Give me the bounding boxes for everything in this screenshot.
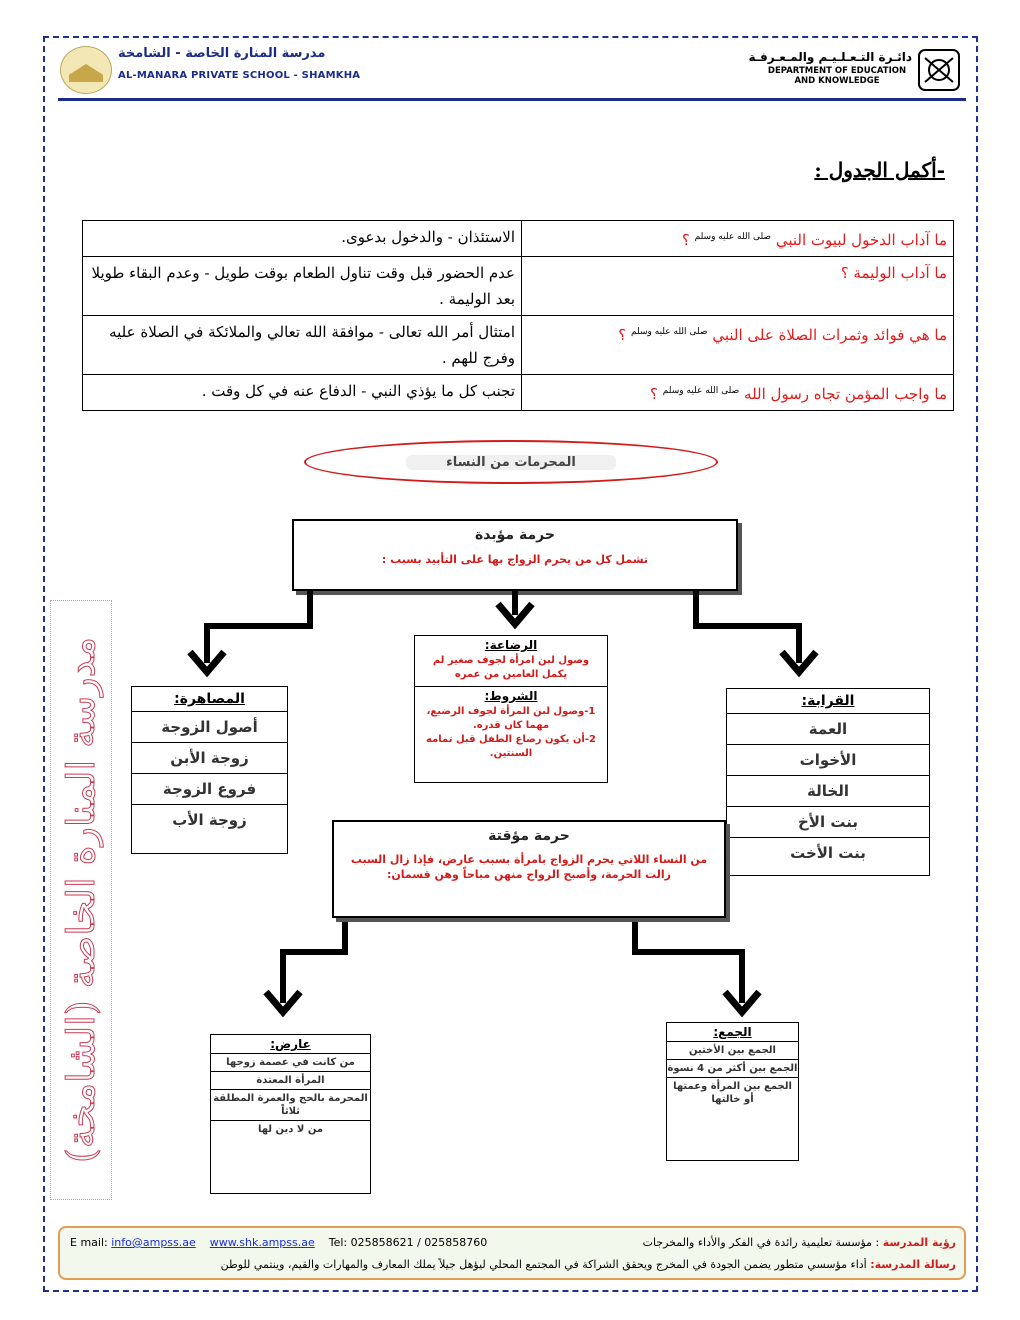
qa-row: [83, 257, 954, 316]
footer-line-2: [70, 1258, 956, 1271]
saw-symbol: صلى الله عليه وسلم: [631, 327, 708, 337]
arid-item: من لا دين لها: [257, 1124, 324, 1135]
temporary-title: حرمة مؤقتة: [488, 828, 570, 844]
jam-item: الجمع بين الأختين: [667, 1042, 798, 1060]
jam-box: [666, 1022, 799, 1161]
permanent-desc: تشمل كل من يحرم الزواج بها على التأبيد بسبب :: [381, 553, 649, 566]
nasab-head: القرابة:: [727, 689, 929, 714]
rada-cond-head: الشروط:: [484, 689, 538, 703]
footer: [58, 1226, 966, 1280]
header-rule: [58, 98, 966, 101]
arid-head: عارض:: [211, 1035, 370, 1054]
nasab-box: [726, 688, 930, 876]
qa-question: [522, 257, 954, 316]
mission-label: رسالة المدرسة:: [870, 1258, 956, 1271]
qa-question: ما هي فوائد وثمرات الصلاة على النبي $^{صلى الله عليه وسلم}$ ؟: [522, 316, 954, 375]
musahara-item: زوجة الأب: [172, 811, 247, 829]
watermark-text: مدرسة المنارة الخاصة (الشامخة): [59, 637, 104, 1163]
permanent-prohibition-box: [292, 519, 738, 591]
qa-answer: عدم الحضور قبل وقت تناول الطعام بوقت طويل - وعدم البقاء طويلا بعد الوليمة .: [83, 257, 522, 316]
saw-symbol: صلى الله عليه وسلم: [694, 232, 772, 242]
footer-line-1: [70, 1236, 956, 1249]
permanent-title: حرمة مؤبدة: [475, 527, 555, 543]
dept-name-ar: دائـرة التـعـلـيـم والمـعـرفـة: [748, 50, 912, 64]
school-name-en: AL-MANARA PRIVATE SCHOOL - SHAMKHA: [118, 70, 361, 81]
rada-head: الرضاعة:: [484, 638, 538, 652]
arid-item: المحرمة بالحج والعمرة المطلقة ثلاثاً: [211, 1090, 370, 1121]
jam-item: الجمع بين المرأة وعمتها أو خالتها: [673, 1081, 792, 1105]
jam-item: الجمع بين أكثر من 4 نسوة: [667, 1060, 798, 1078]
school-watermark: [50, 600, 112, 1200]
musahara-item: زوجة الأبن: [132, 743, 287, 774]
temporary-desc: من النساء اللاتي يحرم الزواج بامرأة بسبب عارض، فإذا زال السبب زالت الحرمة، وأصبح الزواج منهن مباحاً وهن قسمان:: [350, 853, 708, 881]
department-emblem-icon: [913, 46, 965, 94]
vision-label: رؤية المدرسة: [882, 1236, 956, 1249]
musahara-item: أصول الزوجة: [132, 712, 287, 743]
diagram-title: [304, 440, 718, 484]
school-name-ar: مدرسة المنارة الخاصة - الشامخة: [118, 46, 326, 61]
qa-answer: تجنب كل ما يؤذي النبي - الدفاع عنه في كل وقت .: [83, 375, 522, 411]
rada-cond-1: 1-وصول لبن المرأة لجوف الرضيع، مهما كان قدره.: [426, 706, 596, 731]
saw-symbol: صلى الله عليه وسلم: [662, 386, 740, 396]
musahara-head: المصاهرة:: [132, 687, 287, 712]
instruction-heading: -أكمل الجدول :: [814, 158, 945, 182]
phone-numbers: Tel: 025858621 / 025858760: [328, 1236, 488, 1249]
qa-row: [83, 316, 954, 375]
jam-head: الجمع:: [667, 1023, 798, 1042]
qa-question-text: ما واجب المؤمن تجاه رسول الله: [744, 385, 947, 403]
dept-name-en: DEPARTMENT OF EDUCATION AND KNOWLEDGE: [767, 66, 907, 86]
qa-question: ما آداب الدخول لبيوت النبي $^{صلى الله عليه وسلم}$ ؟: [522, 221, 954, 257]
diagram-title-text: المحرمات من النساء: [406, 455, 616, 470]
qa-answer: امتثال أمر الله تعالى - موافقة الله تعالي والملائكة في الصلاة عليه وفرج للهم .: [83, 316, 522, 375]
temporary-prohibition-box: [332, 820, 726, 918]
arid-item: من كانت في عصمة زوجها: [211, 1054, 370, 1072]
musahara-item: فروع الزوجة: [132, 774, 287, 805]
email-label: E mail:: [70, 1236, 108, 1249]
vision-text: : مؤسسة تعليمية رائدة في الفكر والأداء والمخرجات: [642, 1236, 880, 1249]
nasab-item: بنت الأخت: [790, 844, 866, 862]
qa-question-text: ما آداب الوليمة ؟: [840, 264, 947, 282]
qa-row: [83, 221, 954, 257]
nasab-item: الأخوات: [727, 745, 929, 776]
qa-answer: الاستئذان - والدخول بدعوى.: [83, 221, 522, 257]
nasab-item: العمة: [727, 714, 929, 745]
rada-text: وصول لبن امرأة لجوف صغير لم يكمل العامين من عمره: [415, 654, 607, 687]
website-link[interactable]: www.shk.ampss.ae: [209, 1236, 315, 1249]
rada-cond-2: 2-أن يكون رضاع الطفل قبل تمامه السنتين.: [426, 734, 596, 759]
nasab-item: بنت الأخ: [727, 807, 929, 838]
arid-item: المرأة المعتدة: [211, 1072, 370, 1090]
qa-question-text: ما هي فوائد وثمرات الصلاة على النبي: [712, 326, 947, 344]
school-logo: [60, 46, 112, 94]
rada-box: [414, 635, 608, 783]
qa-question: ما واجب المؤمن تجاه رسول الله $^{صلى الله عليه وسلم}$ ؟: [522, 375, 954, 411]
arid-box: [210, 1034, 371, 1194]
qa-question-text: ما آداب الدخول لبيوت النبي: [775, 231, 947, 249]
musahara-box: [131, 686, 288, 854]
qa-row: [83, 375, 954, 411]
email-link[interactable]: info@ampss.ae: [111, 1236, 196, 1249]
qa-table: [82, 220, 954, 411]
nasab-item: الخالة: [727, 776, 929, 807]
mission-text: أداء مؤسسي متطور يضمن الجودة في المخرج ويحقق الشراكة في المجتمع المحلي ليؤهل جيلاً يملك المعارف والمهارات والقيم، وينتمي للوطن: [220, 1258, 867, 1271]
